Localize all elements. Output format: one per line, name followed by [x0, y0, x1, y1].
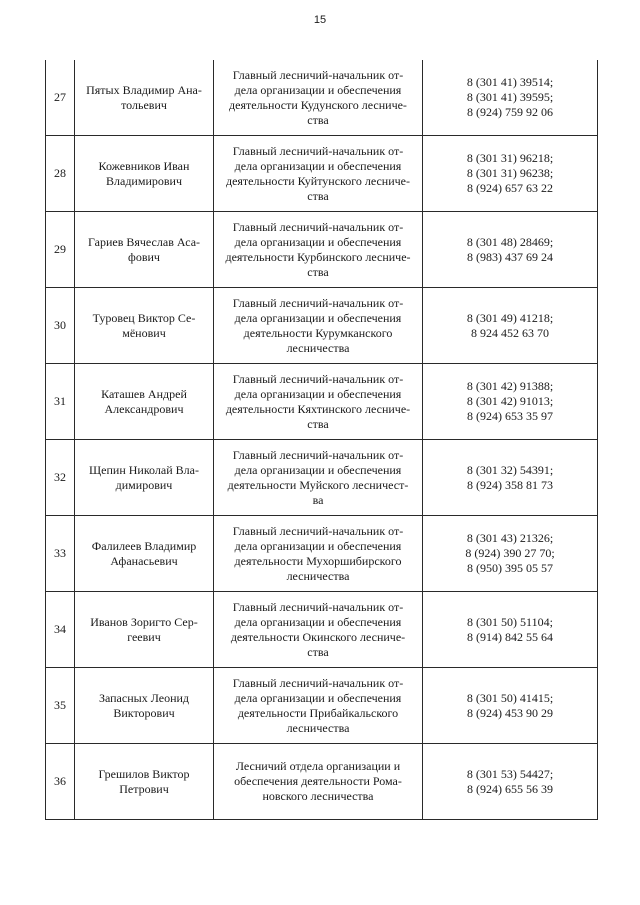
job-position: Главный лесничий-начальник от- дела организации и обеспечения деятельности Муйского лесничест- ва	[214, 440, 423, 516]
page-number: 15	[313, 14, 327, 26]
job-position: Лесничий отдела организации и обеспечения деятельности Рома- новского лесничества	[214, 744, 423, 820]
employee-name: Гариев Вячеслав Аса- фович	[75, 212, 214, 288]
employee-name: Пятых Владимир Ана- тольевич	[75, 60, 214, 136]
employee-name: Грешилов Виктор Петрович	[75, 744, 214, 820]
table-row	[46, 288, 598, 364]
row-number: 34	[46, 592, 75, 668]
employee-name: Щепин Николай Вла- димирович	[75, 440, 214, 516]
row-number: 36	[46, 744, 75, 820]
table-row	[46, 60, 598, 136]
contacts-table	[45, 60, 598, 820]
employee-name: Туровец Виктор Се- мёнович	[75, 288, 214, 364]
table-row	[46, 136, 598, 212]
employee-name: Фалилеев Владимир Афанасьевич	[75, 516, 214, 592]
phone-numbers: 8 (301 53) 54427; 8 (924) 655 56 39	[423, 744, 598, 820]
job-position: Главный лесничий-начальник от- дела организации и обеспечения деятельности Куйтунского лесниче- ства	[214, 136, 423, 212]
job-position: Главный лесничий-начальник от- дела организации и обеспечения деятельности Курбинского лесниче- ства	[214, 212, 423, 288]
phone-numbers: 8 (301 50) 41415; 8 (924) 453 90 29	[423, 668, 598, 744]
table-row	[46, 364, 598, 440]
employee-name: Кожевников Иван Владимирович	[75, 136, 214, 212]
table-row	[46, 592, 598, 668]
phone-numbers: 8 (301 50) 51104; 8 (914) 842 55 64	[423, 592, 598, 668]
job-position: Главный лесничий-начальник от- дела организации и обеспечения деятельности Кудунского лесниче- ства	[214, 60, 423, 136]
row-number: 29	[46, 212, 75, 288]
phone-numbers: 8 (301 31) 96218; 8 (301 31) 96238; 8 (924) 657 63 22	[423, 136, 598, 212]
row-number: 27	[46, 60, 75, 136]
phone-numbers: 8 (301 43) 21326; 8 (924) 390 27 70; 8 (950) 395 05 57	[423, 516, 598, 592]
table-row	[46, 440, 598, 516]
row-number: 31	[46, 364, 75, 440]
employee-name: Каташев Андрей Александрович	[75, 364, 214, 440]
phone-numbers: 8 (301 42) 91388; 8 (301 42) 91013; 8 (924) 653 35 97	[423, 364, 598, 440]
job-position: Главный лесничий-начальник от- дела организации и обеспечения деятельности Прибайкальского лесничества	[214, 668, 423, 744]
contacts-table-body	[46, 60, 598, 820]
job-position: Главный лесничий-начальник от- дела организации и обеспечения деятельности Окинского лесниче- ства	[214, 592, 423, 668]
phone-numbers: 8 (301 48) 28469; 8 (983) 437 69 24	[423, 212, 598, 288]
row-number: 32	[46, 440, 75, 516]
table-row	[46, 744, 598, 820]
phone-numbers: 8 (301 41) 39514; 8 (301 41) 39595; 8 (924) 759 92 06	[423, 60, 598, 136]
row-number: 35	[46, 668, 75, 744]
phone-numbers: 8 (301 32) 54391; 8 (924) 358 81 73	[423, 440, 598, 516]
row-number: 30	[46, 288, 75, 364]
table-row	[46, 516, 598, 592]
employee-name: Запасных Леонид Викторович	[75, 668, 214, 744]
row-number: 28	[46, 136, 75, 212]
table-row	[46, 212, 598, 288]
job-position: Главный лесничий-начальник от- дела организации и обеспечения деятельности Кяхтинского лесниче- ства	[214, 364, 423, 440]
employee-name: Иванов Зоригто Сер- геевич	[75, 592, 214, 668]
job-position: Главный лесничий-начальник от- дела организации и обеспечения деятельности Мухоршибирского лесничества	[214, 516, 423, 592]
phone-numbers: 8 (301 49) 41218; 8 924 452 63 70	[423, 288, 598, 364]
job-position: Главный лесничий-начальник от- дела организации и обеспечения деятельности Курумканского лесничества	[214, 288, 423, 364]
row-number: 33	[46, 516, 75, 592]
table-row	[46, 668, 598, 744]
